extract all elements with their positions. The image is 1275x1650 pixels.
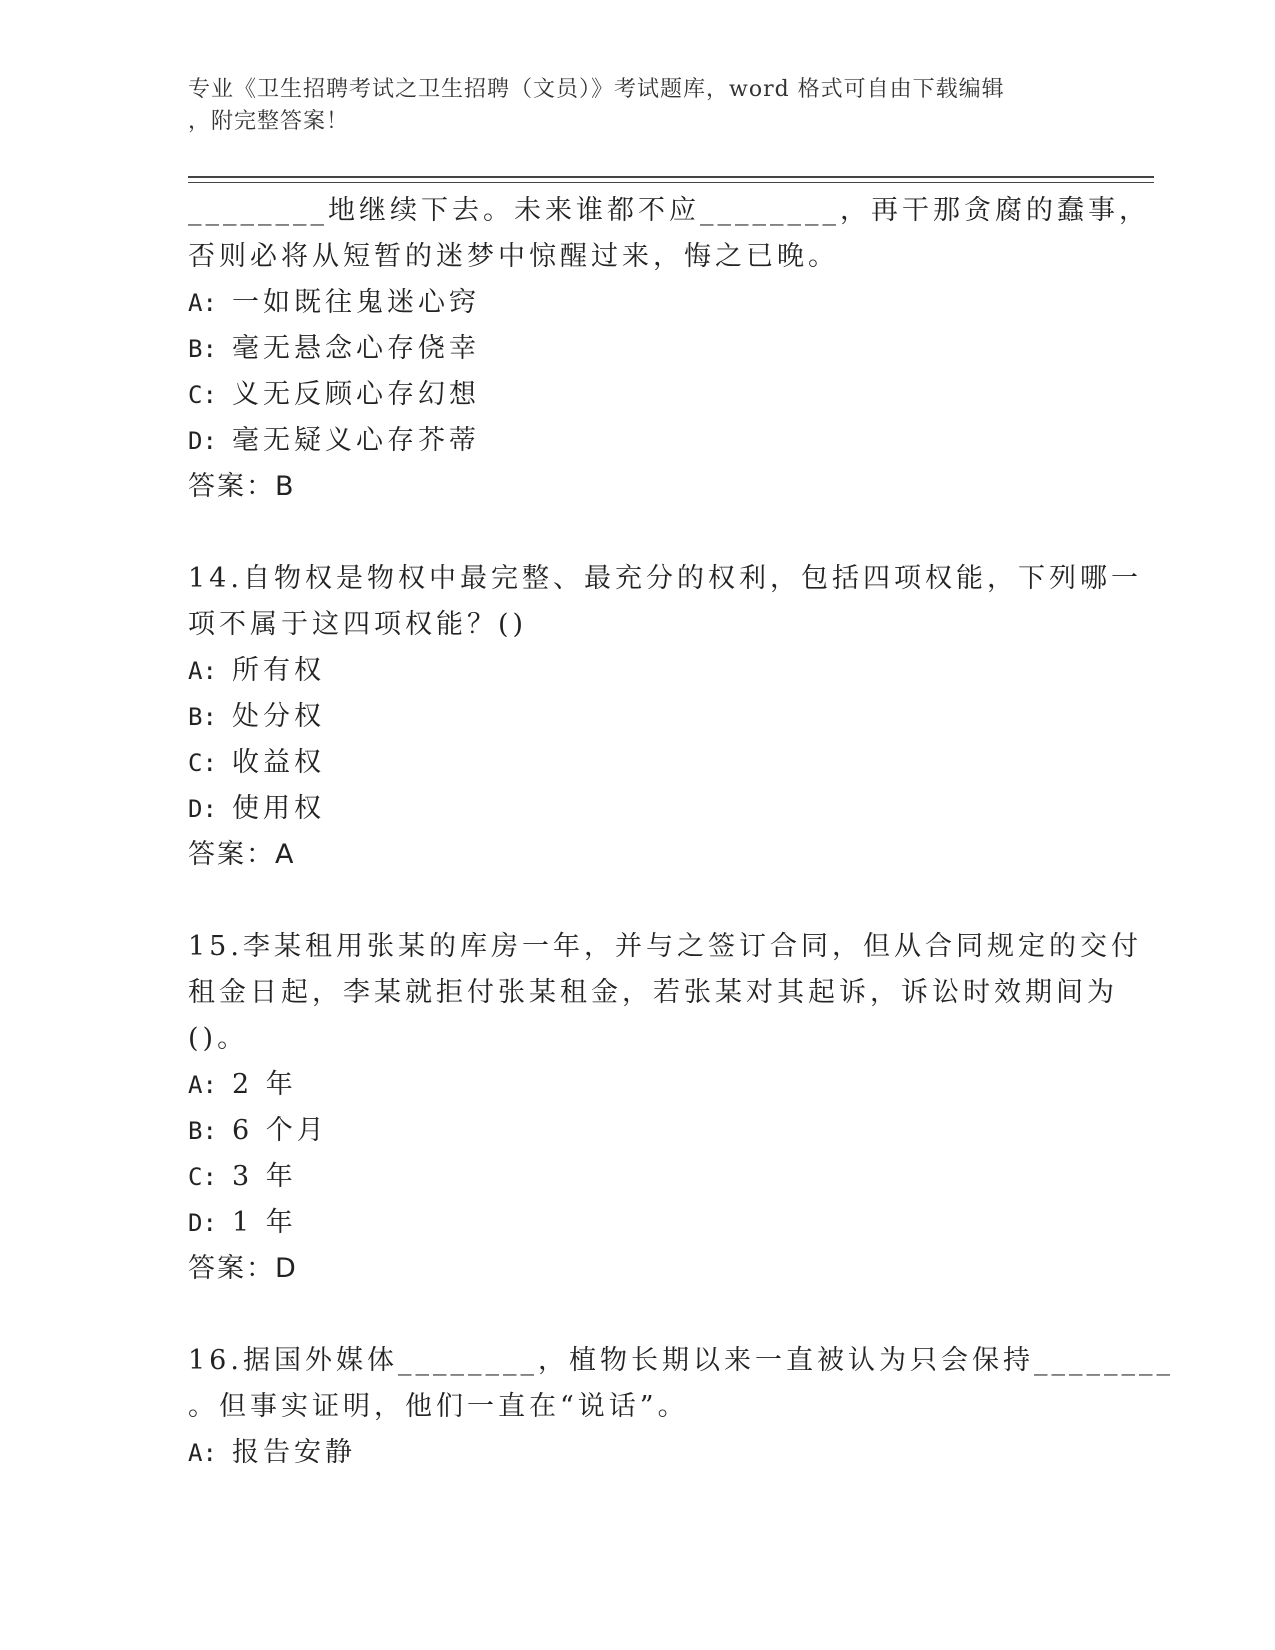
option-text: 毫无悬念心存侥幸 xyxy=(232,333,480,364)
question-text-line: 项不属于这四项权能？() xyxy=(188,609,528,640)
option-text: 一如既往鬼迷心窍 xyxy=(232,287,480,318)
option-letter: A: xyxy=(188,1071,217,1099)
document-header xyxy=(188,74,1088,138)
answer-line: 答案：A xyxy=(188,839,296,870)
option-a xyxy=(188,280,1088,326)
option-c xyxy=(188,1154,1088,1200)
question-text-line: 14.自物权是物权中最完整、最充分的权利，包括四项权能，下列哪一 xyxy=(188,563,1142,594)
question-text-line: 15.李某租用张某的库房一年，并与之签订合同，但从合同规定的交付 xyxy=(188,931,1142,962)
option-a xyxy=(188,648,1088,694)
question-text-line: 租金日起，李某就拒付张某租金，若张某对其起诉，诉讼时效期间为 xyxy=(188,977,1118,1008)
option-b xyxy=(188,694,1088,740)
option-letter: B: xyxy=(188,1117,217,1145)
option-text: 使用权 xyxy=(232,793,325,824)
option-letter: C: xyxy=(188,381,217,409)
option-letter: D: xyxy=(188,427,217,455)
option-text: 毫无疑义心存芥蒂 xyxy=(232,425,480,456)
option-text: 2 年 xyxy=(232,1069,297,1100)
option-c xyxy=(188,372,1088,418)
option-letter: A: xyxy=(188,1439,217,1467)
option-d xyxy=(188,418,1088,464)
header-line-2: ，附完整答案！ xyxy=(188,109,350,134)
question-15 xyxy=(188,924,1142,1292)
question-list xyxy=(188,188,1174,1476)
option-text: 1 年 xyxy=(232,1207,297,1238)
question-16 xyxy=(188,1338,1174,1476)
option-text: 3 年 xyxy=(232,1161,297,1192)
question-text-line: 16.据国外媒体________，植物长期以来一直被认为只会保持________ xyxy=(188,1345,1174,1376)
option-letter: A: xyxy=(188,289,217,317)
option-letter: D: xyxy=(188,1209,217,1237)
option-a xyxy=(188,1430,1088,1476)
option-text: 报告安静 xyxy=(232,1437,356,1468)
option-b xyxy=(188,1108,1088,1154)
option-letter: D: xyxy=(188,795,217,823)
option-c xyxy=(188,740,1088,786)
question-text-line: ()。 xyxy=(188,1023,249,1054)
option-text: 收益权 xyxy=(232,747,325,778)
option-letter: A: xyxy=(188,657,217,685)
option-b xyxy=(188,326,1088,372)
header-line-1: 专业《卫生招聘考试之卫生招聘（文员）》考试题库，word 格式可自由下载编辑 xyxy=(188,77,1005,102)
answer-line: 答案：D xyxy=(188,1253,298,1284)
option-a xyxy=(188,1062,1088,1108)
question-14 xyxy=(188,556,1142,878)
answer-line: 答案：B xyxy=(188,471,296,502)
option-text: 处分权 xyxy=(232,701,325,732)
option-d xyxy=(188,786,1088,832)
option-d xyxy=(188,1200,1088,1246)
option-text: 所有权 xyxy=(232,655,325,686)
question-13 xyxy=(188,188,1150,510)
header-rule-thin xyxy=(188,182,1154,183)
question-text-line: ________地继续下去。未来谁都不应________，再干那贪腐的蠢事， xyxy=(188,195,1150,226)
question-text-line: 否则必将从短暂的迷梦中惊醒过来，悔之已晚。 xyxy=(188,241,839,272)
option-letter: B: xyxy=(188,703,217,731)
option-letter: C: xyxy=(188,1163,217,1191)
option-letter: C: xyxy=(188,749,217,777)
header-rule-thick xyxy=(188,176,1154,178)
question-text-line: 。但事实证明，他们一直在“说话”。 xyxy=(188,1391,689,1422)
option-text: 6 个月 xyxy=(232,1115,328,1146)
option-letter: B: xyxy=(188,335,217,363)
option-text: 义无反顾心存幻想 xyxy=(232,379,480,410)
